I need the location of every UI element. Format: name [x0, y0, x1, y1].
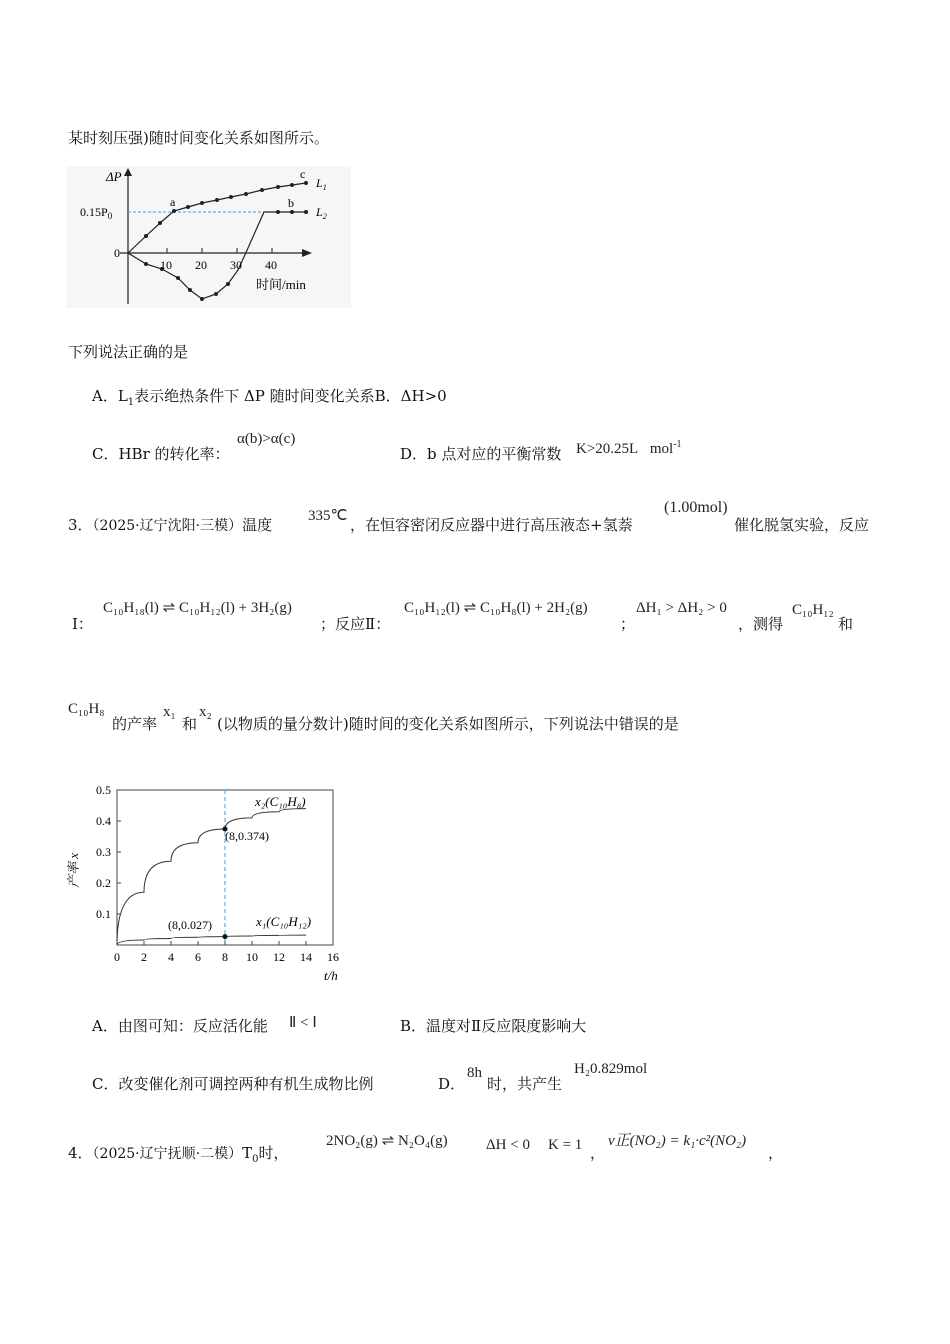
- chart-ylabel: 产率 x: [66, 852, 81, 888]
- q3-line1c: 催化脱氢实验，反应: [734, 516, 870, 534]
- x-tick-label: 0: [114, 950, 120, 964]
- and-text: 和: [838, 615, 854, 633]
- enthalpy-relation: ΔH₁ > ΔH₂ > 0: [636, 600, 727, 616]
- q3-amount: (1.00mol): [664, 499, 728, 516]
- reaction2-label: ；反应Ⅱ：: [320, 615, 391, 633]
- q4-enthalpy: ΔH < 0: [486, 1137, 530, 1153]
- q4-k: K = 1: [548, 1137, 583, 1153]
- option-c-formula: α(b)>α(c): [237, 431, 296, 447]
- and-text: 和: [182, 715, 198, 733]
- series-x1-label: x₁(C₁₀H₁₂): [256, 914, 312, 929]
- q3-line1b: ，在恒容密闭反应器中进行高压液态+氢萘: [350, 516, 633, 534]
- fig1-xlabel: 时间/min: [256, 277, 306, 292]
- x-tick-label: 16: [327, 950, 339, 964]
- q3-option-d-time: 8h: [467, 1065, 482, 1081]
- series-line-x1: [117, 935, 306, 945]
- c10h12-formula: C₁₀H₁₂: [792, 602, 834, 618]
- option-c: C．HBr 的转化率：: [92, 445, 230, 463]
- c10h8-formula: C₁₀H₈: [68, 701, 105, 717]
- q4-comma: ，: [590, 1144, 606, 1162]
- q3-option-d: D．: [438, 1075, 466, 1093]
- x-tick-label: 4: [168, 950, 174, 964]
- x-tick-label: 10: [246, 950, 258, 964]
- option-a: A．$L_1$表示绝热条件下 ΔP 随时间变化关系B．ΔH>0: [92, 387, 447, 408]
- pressure-time-figure: [66, 166, 351, 308]
- fig1-xtick: 30: [230, 258, 242, 272]
- y-tick-label: 0.2: [96, 876, 111, 890]
- q4-rate: v正(NO₂) = k₁·c²(NO₂): [608, 1133, 747, 1149]
- q3-option-c: C．改变催化剂可调控两种有机生成物比例: [92, 1075, 374, 1093]
- y-tick-label: 0.3: [96, 845, 111, 859]
- fig1-origin: 0: [114, 246, 120, 260]
- yield-chart: [60, 780, 350, 990]
- y-tick-label: 0.5: [96, 783, 111, 797]
- q3-temp: 335℃: [308, 508, 348, 524]
- q3-option-d-text: 时，共产生: [487, 1075, 563, 1093]
- intro-text: 某时刻压强)随时间变化关系如图所示。: [68, 129, 329, 147]
- x1-symbol: x₁: [163, 704, 176, 720]
- point-c-label: c: [300, 167, 306, 181]
- x-tick-label: 6: [195, 950, 201, 964]
- data-point-t8: [223, 934, 228, 939]
- option-d: D．b 点对应的平衡常数: [400, 445, 562, 463]
- L2-label: $L_2$: [316, 205, 327, 221]
- option-d-formula: K>20.25L mol$^{-1}$: [576, 439, 682, 457]
- reaction1-label: Ⅰ：: [72, 615, 93, 633]
- L1-label: $L_1$: [316, 176, 327, 192]
- reaction1-equation: C₁₀H₁₈(l) ⇌ C₁₀H₁₂(l) + 3H₂(g): [103, 600, 292, 616]
- point-a-label: a: [170, 195, 176, 209]
- x-tick-label: 14: [300, 950, 312, 964]
- semicolon: ；: [620, 615, 636, 633]
- q4-equation: 2NO₂(g) ⇌ N₂O₄(g): [326, 1133, 448, 1149]
- yield-text: 的产率: [112, 715, 158, 733]
- q4-end: ，: [768, 1144, 784, 1162]
- point-x1-label: (8,0.027): [168, 918, 212, 932]
- question-stem: 下列说法正确的是: [68, 343, 189, 361]
- x-tick-label: 8: [222, 950, 228, 964]
- point-x2-label: (8,0.374): [225, 829, 269, 843]
- measure-text: ，测得: [738, 615, 784, 633]
- x-tick-label: 12: [273, 950, 285, 964]
- q4-line: 4．（2025·辽宁抚顺·二模）$T_0$时，: [68, 1144, 289, 1165]
- chart-xlabel: t/h: [324, 968, 338, 983]
- q3-tail: (以物质的量分数计)随时间的变化关系如图所示，下列说法中错误的是: [217, 715, 679, 733]
- fig1-xtick: 10: [160, 258, 172, 272]
- q3-option-a: A．由图可知：反应活化能: [92, 1017, 268, 1035]
- fig1-xtick: 40: [265, 258, 277, 272]
- point-b-label: b: [288, 196, 294, 210]
- y-tick-label: 0.4: [96, 814, 111, 828]
- q3-option-a-formula: Ⅱ < Ⅰ: [289, 1015, 317, 1031]
- fig1-ylabel: ΔP: [106, 169, 122, 184]
- x2-symbol: x₂: [199, 704, 212, 720]
- q3-line1: 3．（2025·辽宁沈阳·三模）温度: [68, 516, 273, 534]
- y-tick-label: 0.1: [96, 907, 111, 921]
- fig1-xtick: 20: [195, 258, 207, 272]
- x-tick-label: 2: [141, 950, 147, 964]
- fig1-yref: $0.15P_0$: [80, 205, 113, 221]
- q3-option-b: B．温度对Ⅱ反应限度影响大: [400, 1017, 587, 1035]
- series-x2-label: x₂(C₁₀H₈): [255, 794, 306, 809]
- q3-option-d-formula: H₂0.829mol: [574, 1061, 648, 1077]
- reaction2-equation: C₁₀H₁₂(l) ⇌ C₁₀H₈(l) + 2H₂(g): [404, 600, 588, 616]
